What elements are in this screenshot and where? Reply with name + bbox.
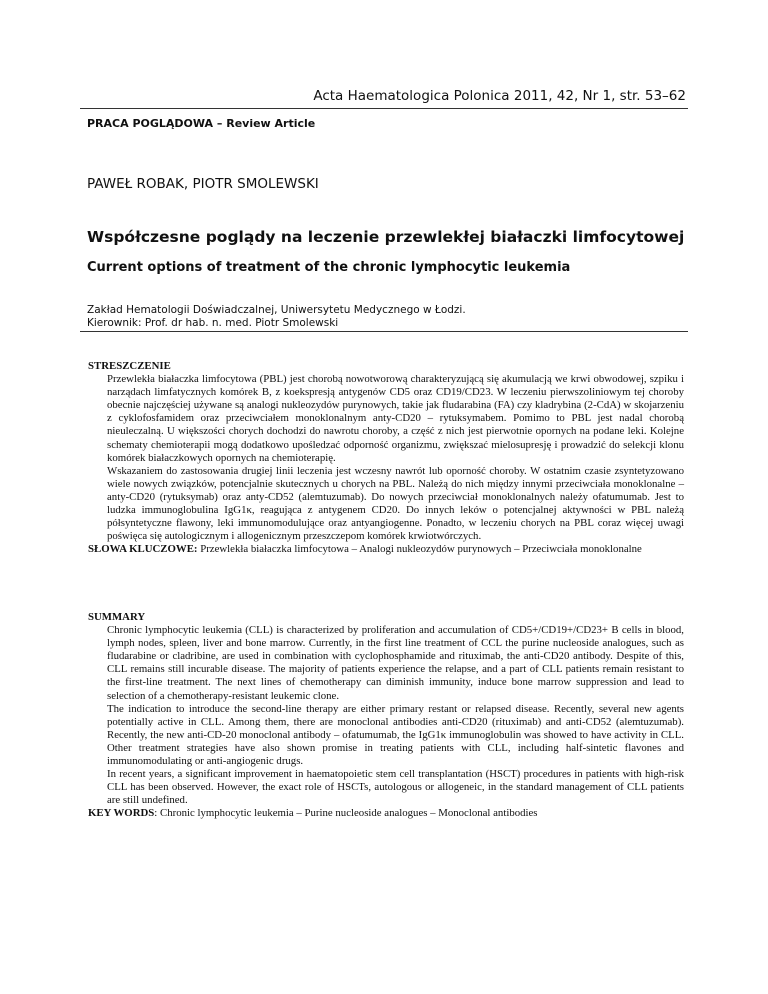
abstract-english-paragraph: The indication to introduce the second-line therapy are either primary restant or relapsed disease. Recently, several new agents potentially active in CLL. Among them, there are monoclonal antibodies anti-CD20 (rituximab) and anti-CD52 (alemtuzumab). Recently, the new anti-CD-20 monoclonal antibody – ofatumumab, the IgG1κ immunoglobulin was showed to have activity in CLL. Other treatment strategies have also shown promise in treating patients with CLL, including half-sintetic flavones and immunomodulating or anti-angiogenic drugs. [107, 702, 684, 768]
keywords-polish [88, 543, 684, 556]
abstract-polish-heading: STRESZCZENIE [88, 360, 171, 372]
abstract-english-paragraph: In recent years, a significant improvement in haematopoietic stem cell transplantation (HSCT) procedures in patients with high-risk CLL has been observed. However, the exact role of HSCTs, autologous or allogeneic, in the standard management of CLL patients are still undefined. [107, 768, 684, 807]
abstract-english-paragraph: Chronic lymphocytic leukemia (CLL) is characterized by proliferation and accumulation of CD5+/CD19+/CD23+ B cells in blood, lymph nodes, spleen, liver and bone marrow. Currently, in the first line treatment of CCL the purine nucleoside analogues, such as fludarabine or cladribine, are used in combination with cyclophosphamide and rituximab, the anti-CD20 antibody. Despite of this, CLL remains still incurable disease. The majority of patients experience the relapse, and a part of CLL patients remain resistant to the first-line treatment. The next lines of chemotherapy can diminish immunity, induce bone marrow suppression and lead to selection of a chemotherapy-resistant leukemic clone. [107, 624, 684, 702]
keywords-english [88, 807, 684, 820]
keywords-polish-text: Przewlekła białaczka limfocytowa – Analogi nukleozydów purynowych – Przeciwciała monoklonalne [200, 543, 642, 556]
top-rule [80, 108, 688, 109]
title-polish: Współczesne poglądy na leczenie przewlekłej białaczki limfocytowej [87, 228, 685, 246]
affiliation-department: Zakład Hematologii Doświadczalnej, Uniwersytetu Medycznego w Łodzi. [87, 304, 466, 316]
abstract-polish-paragraph: Wskazaniem do zastosowania drugiej linii leczenia jest wczesny nawrót lub oporność choroby. W ostatnim czasie zsyntetyzowano wiele nowych związków, potencjalnie skutecznych u chorych na PBL. Należą do nich między innymi przeciwciała monoklonalne – anty-CD20 (rytuksymab) oraz anty-CD52 (alemtuzumab). Do nowych przeciwciał monoklonalnych należy ofatumumab. Jest to ludzka immunoglobulina IgG1κ, reagująca z antygenem CD20. Do innych leków o potencjalnej aktywności w PBL należą półsyntetyczne flawony, leki immunomodulujące oraz antyangiogenne. Ponadto, w leczeniu chorych na PBL coraz więcej uwagi poświęca się autologicznym i allogenicznym przeszczepom komórek krwiotwórczych. [107, 464, 684, 543]
authors: PAWEŁ ROBAK, PIOTR SMOLEWSKI [87, 176, 319, 192]
abstract-polish-paragraph: Przewlekła białaczka limfocytowa (PBL) jest chorobą nowotworową charakteryzującą się akumulacją we krwi obwodowej, szpiku i narządach limfatycznych komórek B, z koekspresją antygenów CD5 oraz CD19/CD23. W leczeniu pierwszoliniowym tej choroby obecnie najczęściej używane są analogi nukleozydów purynowych, takie jak fludarabina (FA) czy kladrybina (2-CdA) w skojarzeniu z cyklofosfamidem oraz przeciwciałem monoklonalnym anty-CD20 – rytuksymabem. Pomimo to PBL jest nadal chorobą nieuleczalną. U większości chorych dochodzi do nawrotu choroby, a część z nich jest pierwotnie opornych na podane leki. Kolejne schematy chemioterapii mogą dodatkowo upośledzać odporność organizmu, zwiększać mielosupresję i prowadzić do selekcji klonu komórek białaczkowych opornych na chemioterapię. [107, 373, 684, 464]
keywords-polish-label: SŁOWA KLUCZOWE: [88, 543, 198, 556]
abstract-english [88, 611, 684, 821]
title-english: Current options of treatment of the chronic lymphocytic leukemia [87, 260, 571, 275]
abstract-english-heading: SUMMARY [88, 611, 146, 623]
abstract-polish [88, 360, 684, 556]
article-type: PRACA POGLĄDOWA – Review Article [87, 117, 316, 130]
affiliation [87, 304, 466, 330]
affiliation-head: Kierownik: Prof. dr hab. n. med. Piotr Smolewski [87, 317, 339, 329]
header-bottom-rule [80, 331, 688, 332]
keywords-english-text: : Chronic lymphocytic leukemia – Purine nucleoside analogues – Monoclonal antibodies [154, 807, 538, 820]
journal-citation: Acta Haematologica Polonica 2011, 42, Nr 1, str. 53–62 [313, 88, 686, 104]
keywords-english-label: KEY WORDS [88, 807, 155, 820]
